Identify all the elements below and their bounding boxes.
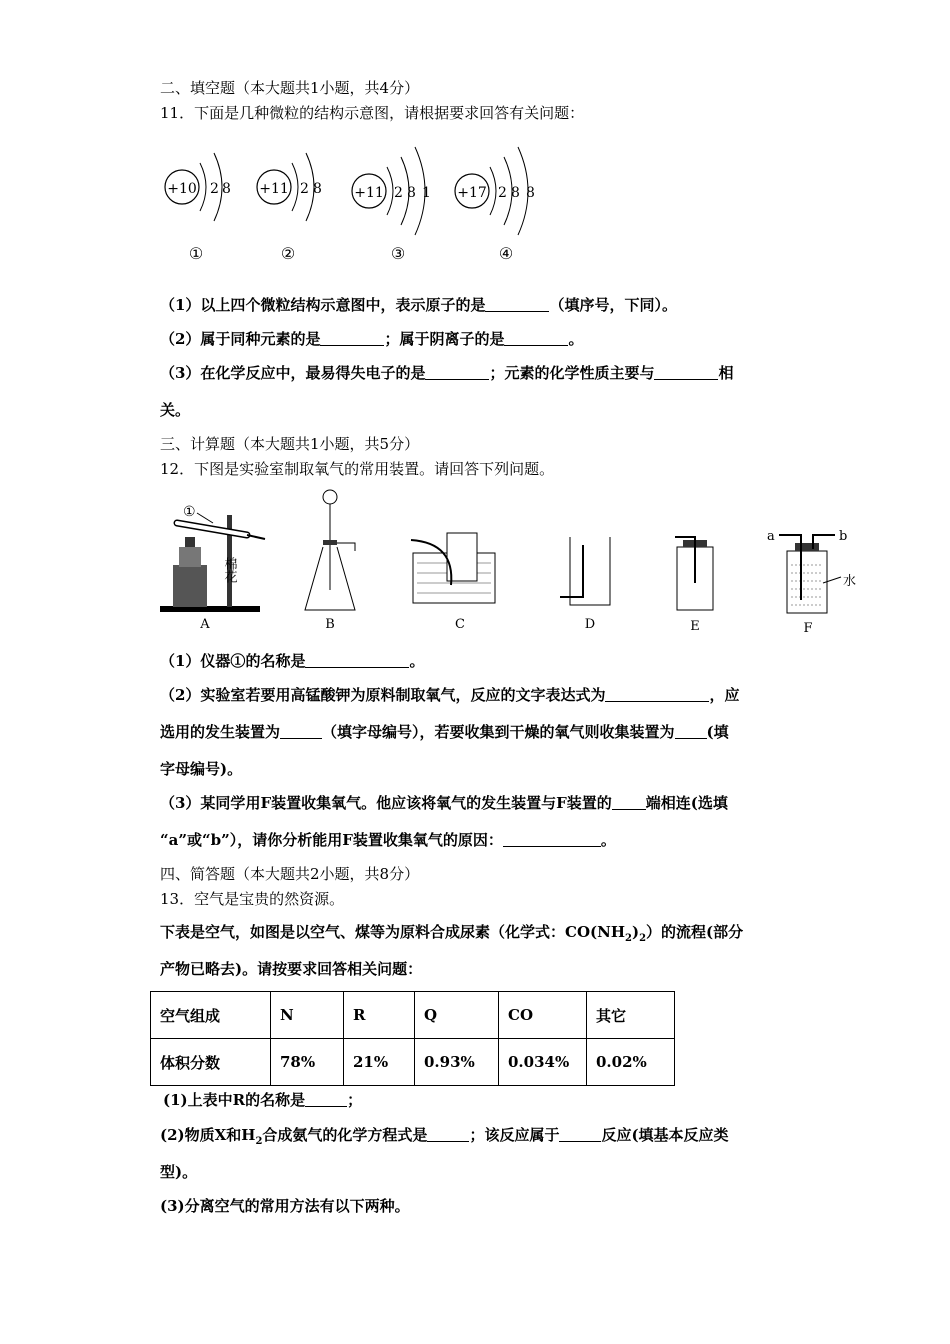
- water-label: 水: [843, 574, 857, 589]
- answer-blank: [485, 296, 549, 312]
- question-11-stem: 11．下面是几种微粒的结构示意图，请根据要求回答有关问题：: [160, 104, 585, 122]
- question-12-part-3-cont: “a”或“b”），请你分析能用F装置收集氧气的原因： 。: [160, 831, 616, 849]
- question-11-part-3: （3）在化学反应中，最易得失电子的是 ；元素的化学性质主要与 相: [160, 364, 734, 382]
- table-cell: 空气组成: [151, 992, 271, 1039]
- answer-blank: [559, 1126, 601, 1142]
- answer-blank: [320, 330, 384, 346]
- question-12-part-3: （3）某同学用F装置收集氧气。他应该将氧气的发生装置与F装置的 端相连(选填: [160, 794, 728, 812]
- table-cell: 其它: [587, 992, 675, 1039]
- table-cell: 21%: [344, 1039, 415, 1086]
- question-12-part-2-end: 字母编号)。: [160, 760, 243, 778]
- apparatus-e: [675, 537, 713, 634]
- cotton-label: 棉花: [221, 557, 237, 583]
- particle-2-diagram: [257, 153, 322, 263]
- table-cell: 78%: [271, 1039, 344, 1086]
- question-13-stem: 13．空气是宝贵的然资源。: [160, 890, 345, 908]
- question-13-part-1: (1)上表中R的名称是 ；: [163, 1091, 363, 1109]
- particle-4-nucleus: +17: [457, 185, 487, 201]
- question-13-intro-cont: 产物已略去)。请按要求回答相关问题：: [160, 960, 423, 978]
- particle-4-shell-2: 8: [511, 185, 520, 201]
- port-a-label: a: [767, 529, 775, 544]
- question-13-part-2: (2)物质X和$H_2$合成氨气的化学方程式是 ；该反应属于 反应(填基本反应类: [160, 1126, 729, 1147]
- answer-blank: [605, 686, 709, 702]
- question-13-intro: 下表是空气，如图是以空气、煤等为原料合成尿素（化学式：$CO(NH_2)_2$）的流程(部分: [160, 923, 744, 944]
- answer-blank: [305, 652, 409, 668]
- particle-2-shell-1: 2: [300, 181, 309, 197]
- table-row: [151, 1039, 675, 1086]
- answer-blank: [675, 723, 707, 739]
- apparatus-b: [305, 490, 355, 632]
- particle-4-label: ④: [498, 244, 514, 263]
- particle-3-shell-2: 8: [407, 185, 416, 201]
- particle-4-shell-1: 2: [498, 185, 507, 201]
- apparatus-label-d: D: [584, 617, 596, 632]
- question-11-part-2: （2）属于同种元素的是 ；属于阴离子的是 。: [160, 330, 584, 348]
- apparatus-label-b: B: [325, 617, 335, 632]
- apparatus-marker-1: ①: [183, 504, 196, 520]
- answer-blank: [503, 831, 601, 847]
- table-cell: Q: [415, 992, 499, 1039]
- apparatus-label-c: C: [455, 617, 465, 632]
- table-cell: CO: [499, 992, 587, 1039]
- answer-blank: [612, 794, 646, 810]
- particle-1-nucleus: +10: [167, 181, 197, 197]
- particle-3-nucleus: +11: [354, 185, 384, 201]
- question-12-part-1: （1）仪器①的名称是 。: [160, 652, 425, 670]
- apparatus-label-f: F: [803, 621, 813, 636]
- table-cell: 0.02%: [587, 1039, 675, 1086]
- particle-3-shell-1: 2: [394, 185, 403, 201]
- question-11-part-1: （1）以上四个微粒结构示意图中，表示原子的是 （填序号，下同）。: [160, 296, 677, 314]
- particle-3-shell-3: 1: [422, 185, 431, 201]
- port-b-label: b: [839, 529, 848, 544]
- atomic-structure-diagrams: [150, 135, 570, 270]
- particle-3-diagram: [352, 147, 431, 263]
- particle-2-label: ②: [280, 244, 296, 263]
- apparatus-label-e: E: [690, 619, 700, 634]
- answer-blank: [427, 1126, 469, 1142]
- answer-blank: [305, 1091, 347, 1107]
- lab-apparatus-diagram: [155, 485, 875, 640]
- answer-blank: [425, 364, 489, 380]
- question-11-part-3-cont: 关。: [160, 401, 191, 419]
- table-cell: N: [271, 992, 344, 1039]
- answer-blank: [280, 723, 322, 739]
- answer-blank: [504, 330, 568, 346]
- table-cell: 0.034%: [499, 1039, 587, 1086]
- apparatus-a: [160, 504, 265, 632]
- apparatus-d: [560, 537, 610, 632]
- particle-2-shell-2: 8: [313, 181, 322, 197]
- air-composition-table: [150, 991, 675, 1086]
- question-12-stem: 12．下图是实验室制取氧气的常用装置。请回答下列问题。: [160, 460, 555, 478]
- question-13-part-3: (3)分离空气的常用方法有以下两种。: [160, 1197, 410, 1215]
- answer-blank: [654, 364, 718, 380]
- particle-1-label: ①: [188, 244, 204, 263]
- apparatus-c: [411, 533, 495, 632]
- particle-3-label: ③: [390, 244, 406, 263]
- table-cell: R: [344, 992, 415, 1039]
- section-heading-calculation: 三、计算题（本大题共1小题，共5分）: [160, 435, 420, 453]
- section-heading-fill-in: 二、填空题（本大题共1小题，共4分）: [160, 79, 420, 97]
- section-heading-short-answer: 四、简答题（本大题共2小题，共8分）: [160, 865, 420, 883]
- table-cell: 0.93%: [415, 1039, 499, 1086]
- particle-1-shell-1: 2: [210, 181, 219, 197]
- particle-4-shell-3: 8: [526, 185, 535, 201]
- question-12-part-2-cont: 选用的发生装置为 （填字母编号），若要收集到干燥的氧气则收集装置为 (填: [160, 723, 729, 741]
- particle-2-nucleus: +11: [259, 181, 289, 197]
- apparatus-label-a: A: [200, 617, 210, 632]
- question-12-part-2: （2）实验室若要用高锰酸钾为原料制取氧气，反应的文字表达式为 ，应: [160, 686, 740, 704]
- question-13-part-2-cont: 型)。: [160, 1163, 198, 1181]
- apparatus-f: [767, 529, 856, 636]
- table-cell: 体积分数: [151, 1039, 271, 1086]
- table-header-row: [151, 992, 675, 1039]
- particle-1-diagram: [165, 153, 231, 263]
- particle-1-shell-2: 8: [222, 181, 231, 197]
- particle-4-diagram: [455, 147, 535, 263]
